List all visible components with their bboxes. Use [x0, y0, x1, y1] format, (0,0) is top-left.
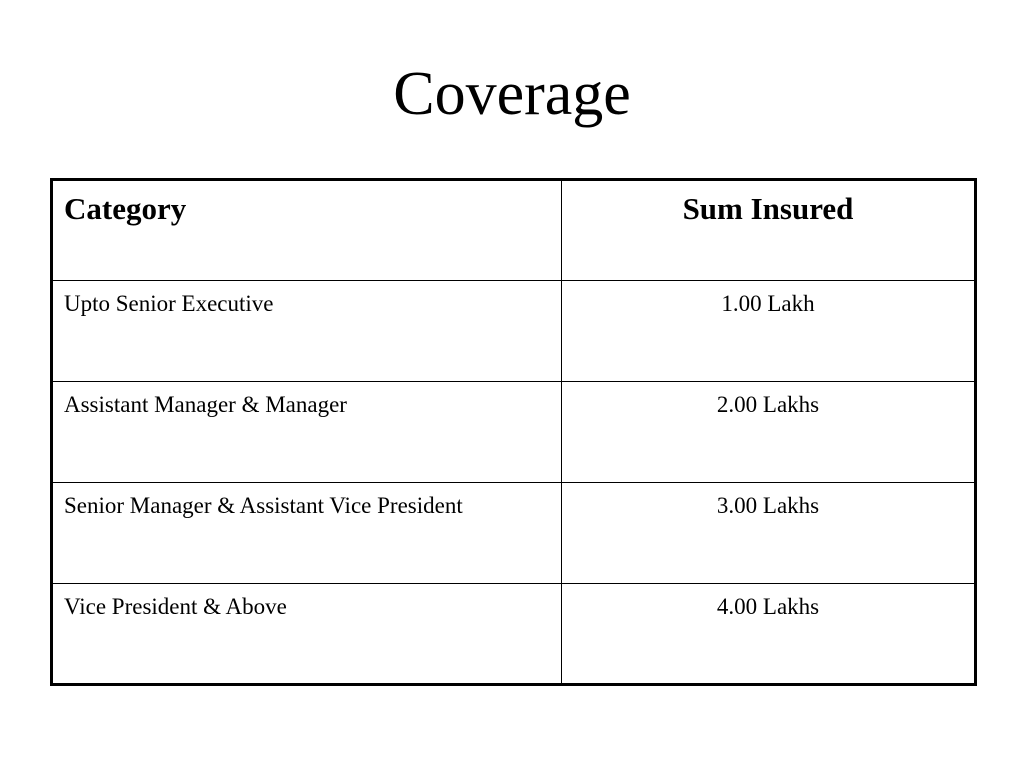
- coverage-table: [50, 178, 977, 686]
- row-category: Assistant Manager & Manager: [52, 382, 562, 483]
- header-category: Category: [52, 180, 562, 281]
- row-category: Upto Senior Executive: [52, 281, 562, 382]
- row-sum-insured: 3.00 Lakhs: [562, 483, 976, 584]
- header-sum-insured: Sum Insured: [562, 180, 976, 281]
- table-header-row: [52, 180, 976, 281]
- table-row: [52, 584, 976, 685]
- row-sum-insured: 1.00 Lakh: [562, 281, 976, 382]
- row-sum-insured: 2.00 Lakhs: [562, 382, 976, 483]
- row-category: Senior Manager & Assistant Vice President: [52, 483, 562, 584]
- row-category: Vice President & Above: [52, 584, 562, 685]
- table-row: [52, 382, 976, 483]
- table-row: [52, 483, 976, 584]
- table-row: [52, 281, 976, 382]
- row-sum-insured: 4.00 Lakhs: [562, 584, 976, 685]
- slide-title: Coverage: [393, 60, 631, 128]
